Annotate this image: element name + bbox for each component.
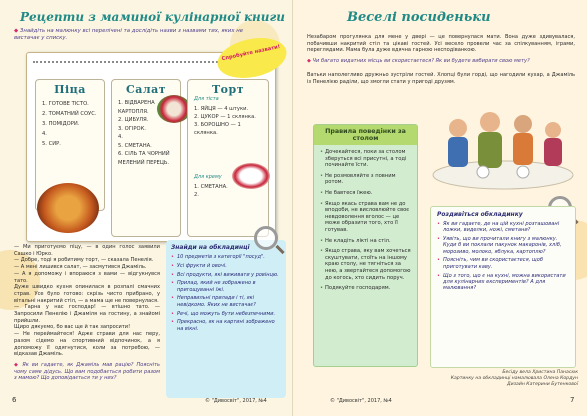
task-item: • Речі, що можуть бути небезпечними. — [171, 311, 281, 317]
task-item: • Всі продукти, які виживати у ровінцю. — [171, 272, 281, 278]
rule-item: • Не розмовляйте з повним ротом. — [320, 173, 411, 186]
recipe-step: 4. — [118, 134, 123, 140]
recipe-steps — [188, 102, 268, 140]
task-item: • Неправильні прилади і ті, які невідкомо. Яких не вистачає? — [171, 295, 281, 308]
salad-image — [157, 95, 191, 123]
story-text-2: Ватьки наполегливо дружньо зустріли гостей. Хлопці були горді, що нагодили кухар, а Джаміль із Пенелією раділи, що змогли стати у пригоді друзям. — [307, 72, 575, 85]
recipe-title: Піца — [54, 83, 86, 96]
story-text: — Ми приготуємо піцу, — в один голос заявили Сашко і Юрко. — Добре, тоді я робитиму торт, — сказала Пенелія. — А мені лишився салат, — засмутився Джаміль. — А я допоможу і впораюся з вами — відгукнувся тато. Дуже швидко кухня опинилася в розпалі смачних страв. Усе було готово: скрізь чисто прибрано, у вітальні накритий стіл, — а мама ще не повернулася. — Гарна у нас господар! — втішно тато. — Запросили Пенелію і Джаміля на гостину, а знайомі прийшли. Щиро дякуємо, бо вас ще й так запросити! — Не переймайтеся! Адже страви для нас перу, разом сідемо на спортивний відпочинок, а я допоможу її одягнутися, коли за потребою, — відказав Джаміль. — [14, 244, 160, 358]
recipe-step: 2. — [194, 192, 199, 198]
table-manners-box — [313, 124, 418, 367]
box-heading: Правила поведінки за столом — [314, 125, 417, 145]
recipe-step: 6. СІЛЬ ТА ЧОРНИЙ МЕЛЕНИЙ ПЕРЕЦЬ. — [118, 151, 170, 166]
credits-text: Бесіду вела Христина Панасюк Картинку на обкладинці намалювала Олена Кордун Дизайн Катерини Бутенкової — [450, 370, 578, 387]
box-heading: Знайди на обкладинці — [171, 244, 250, 251]
left-page — [0, 0, 293, 416]
recipe-step: 2. ТОМАТНИЙ СОУС. — [42, 111, 97, 117]
recipe-step: 5. СИР. — [42, 141, 61, 147]
recipe-step: 2. ЦУКОР — 1 склянка. — [194, 114, 256, 120]
recipe-section-label: Для тіста — [194, 96, 219, 102]
rule-item: • Подякуйте господарям. — [320, 285, 411, 292]
question-list — [437, 221, 569, 291]
task-item: • 10 предметів з категорії "посуд". — [171, 254, 281, 260]
task-list — [171, 254, 281, 332]
page-number: 6 — [12, 396, 17, 404]
recipe-step: 1. ВІДВАРЕНА КАРТОПЛЯ. — [118, 100, 155, 115]
task-item: • Прилад, який не зображено в пригощуванні їжі. — [171, 280, 281, 293]
footer-text: © "Дивосвіт", 2017, №4 — [205, 398, 267, 404]
task-item: • Прекрасно, як на картині зображено на вікні. — [171, 319, 281, 332]
task-item: • Усі фрукти й овочі. — [171, 263, 281, 269]
page-title: Рецепти з маминої кулінарної книги — [20, 10, 286, 24]
question-item: • Уявіть, що ви прочитали книгу з малюнку. Куди б ви поклали пакунок макаронів, хліб, морозиво, молоко, яблука, картоплю? — [437, 236, 569, 255]
question-text: ◆ Чи багато видатних місць ви скористаєтеся? Як ви будете вибирати свою мету? — [307, 58, 530, 64]
footer-text: © "Дивосвіт", 2017, №4 — [330, 398, 392, 404]
sticker-badge: Спробуйте назвати! — [214, 32, 290, 84]
recipe-steps — [36, 96, 104, 152]
recipe-step: 5. СМЕТАНА. — [118, 142, 152, 149]
page-number: 7 — [570, 396, 575, 404]
rule-item: • Якщо якась страва вам не до вподоби, не висловлюйте своє невдоволення вголос — це може образити того, хто її готував. — [320, 201, 411, 234]
examine-cover-box — [430, 206, 576, 368]
cookbook-illustration — [26, 43, 281, 242]
question-item: • Що з того, що є на кухні, можна використати для кулінарних експериментів? А для малювання? — [437, 273, 569, 292]
recipe-section-label: Для крему — [194, 174, 222, 180]
family-dinner-illustration — [428, 100, 578, 200]
rule-item: • Дочекайтеся, поки за столом зберуться всі присутні, а тоді починайте їсти. — [320, 149, 411, 169]
recipe-step: 4. — [42, 131, 47, 137]
page-title: Веселі посиденьки — [347, 10, 491, 25]
recipe-step: 2. ЦИБУЛЯ. — [118, 117, 149, 123]
rule-item: • Не бавтеся їжею. — [320, 190, 411, 197]
box-heading: Роздивіться обкладинку — [437, 211, 523, 218]
recipe-step: 1. ГОТОВЕ ТІСТО. — [42, 101, 89, 107]
story-text: Незабаром прогулянка для мене у двері — це повернулася мати. Вона дуже здивувалася, побачивши накритий стіл та цікаві гостей. Усі весело провели час за спілкуванням, іграми, переглядами. Мама була дуже вдячна гарною несподіванкою. — [307, 34, 575, 54]
recipe-step: 1. СМЕТАНА. — [194, 184, 228, 190]
rule-item: • Не кладіть лікті на стіл. — [320, 238, 411, 245]
recipe-step: 3. ПОМІДОРИ. — [42, 121, 80, 127]
recipe-step: 1. ЯЙЦЯ — 4 штуки. — [194, 106, 249, 112]
recipe-step: 3. БОРОШНО — 1 склянка. — [194, 122, 241, 136]
rules-list — [314, 145, 417, 300]
recipe-title: Торт — [211, 83, 245, 96]
pizza-image — [37, 183, 99, 233]
question-item: • Поясніть, чим ви скористаєтеся, щоб приготувати каву. — [437, 257, 569, 270]
recipe-step: 3. ОГІРОК. — [118, 125, 146, 132]
intro-text: ◆ Знайдіть на малюнку всі перелічені та дослідіть назви з назвами тих, яких не вистачає у списку. — [14, 28, 244, 41]
cake-image — [232, 163, 270, 189]
question-item: • Як ви гадаєте, де на цій кухні розташовані ложки, виделки, ножі, сметани? — [437, 221, 569, 234]
recipe-title: Салат — [125, 83, 167, 96]
magnifier-icon — [254, 226, 278, 250]
question-text: ◆ Як ви гадаєте, як Джаміль мав рацію? Поясніть чому саме дідусь. Що вам подобається робити разом з мамою? Що доповідається ти у них? — [14, 362, 160, 382]
find-on-cover-box — [166, 240, 286, 398]
recipe-card-cake — [187, 79, 269, 237]
rule-item: • Якщо страва, яку вам хочеться скуштувати, стоїть на іншому краю столу, не тягніться за нею, а звертайтеся допомогою до когось, хто сидить поруч. — [320, 248, 411, 281]
